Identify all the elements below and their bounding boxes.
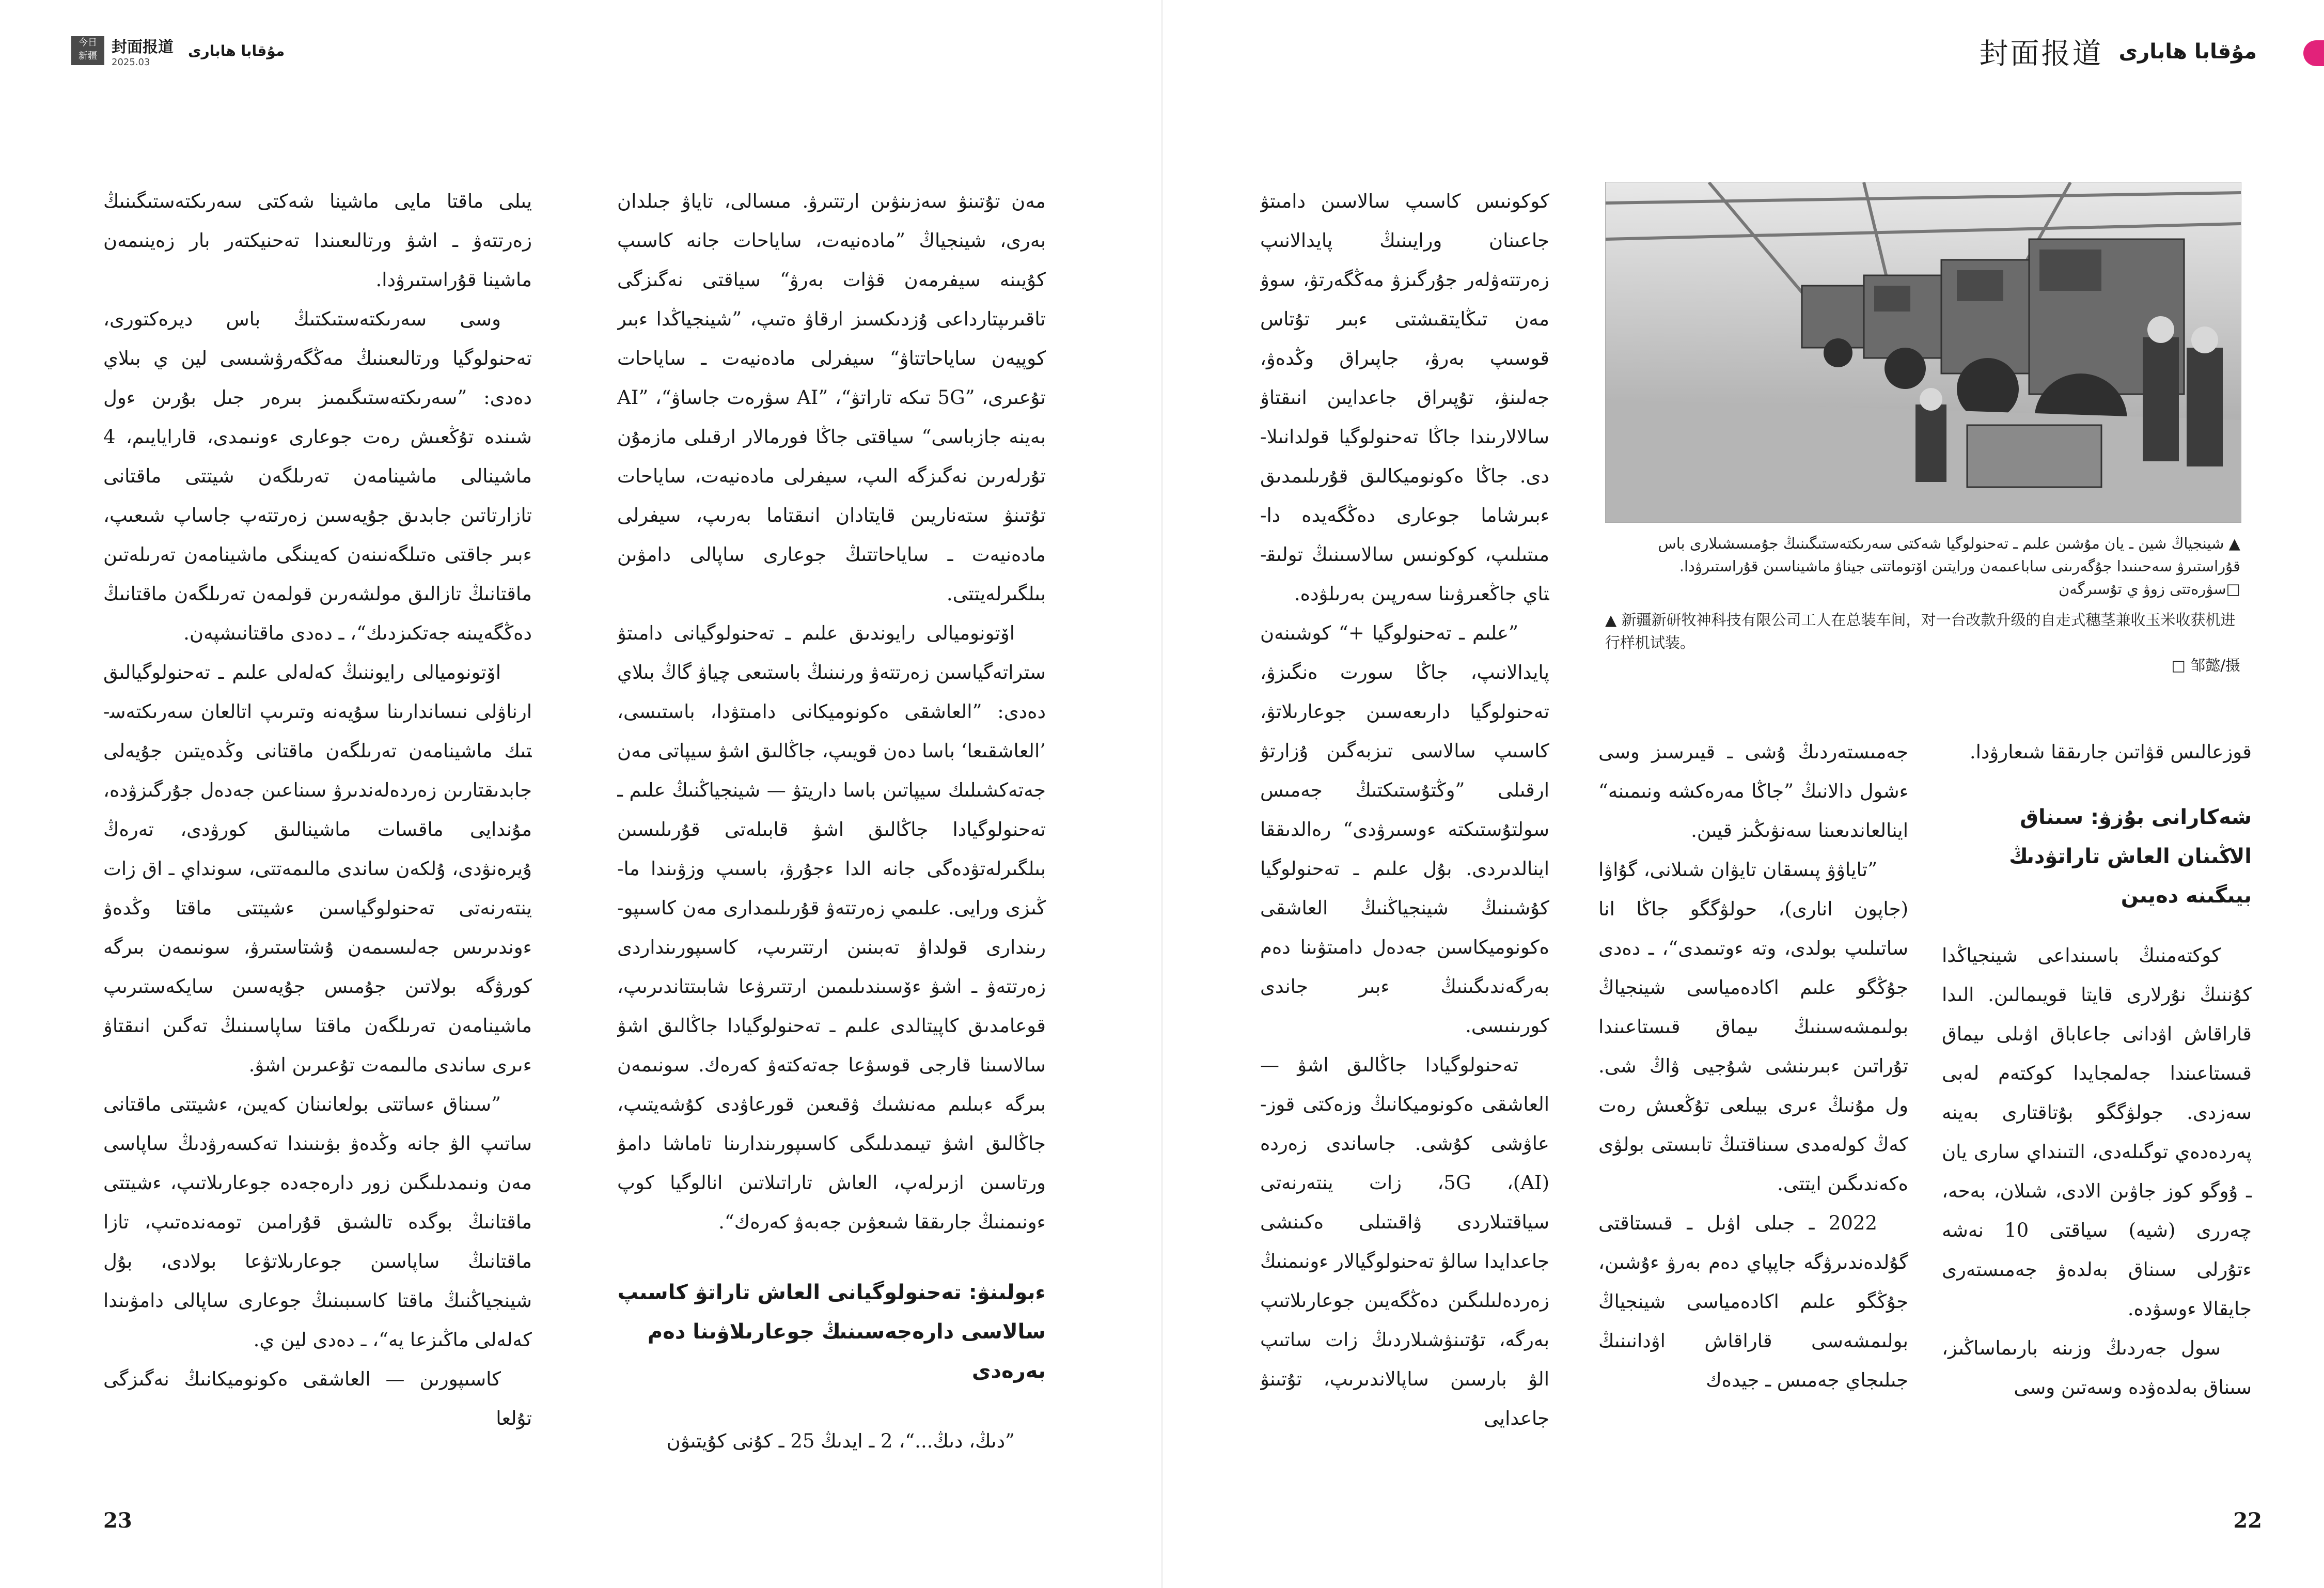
paragraph: جەمىستەردىڭ ۇشى ـ قيىرسىز وسى ءشول دالانىڭ ”جاڭا مەرەكشە ونىمىنە“ اينالعاندىعىنا سەنۋىڭىز قيىن. <box>1598 741 1908 842</box>
logo-line: 今日 <box>78 37 97 48</box>
text-column-5 <box>1598 733 1908 1400</box>
page-number-right: 22 <box>2233 1508 2262 1533</box>
paragraph: قوزعالىس قۋاتىن جارىققا شىعارۋدا. <box>1969 741 2252 763</box>
section-name: 封面报道 <box>112 38 174 56</box>
text-column-2 <box>617 182 1046 1461</box>
text-column-1 <box>1260 182 1549 1438</box>
text-column-3 <box>103 182 532 1438</box>
paragraph: يىلى ماقتا مايى ماشينا شەكتى سەرىكتەستىگىنىڭ زەرتتەۋ ـ اشۋ ورتالىعىندا تەحنيكتەر بار زەينىمەن ماشينا قۇراستىرۋدا. <box>103 190 532 291</box>
paragraph: كاسىپورىن — العاشقى ەكونوميكانىڭ نەگىزگى تۇلعا <box>103 1368 532 1429</box>
paragraph: سول جەردىڭ وزىنە بارىماساڭىز، سىناق بەلدەۋدە وسەتىن وسى <box>1942 1337 2252 1398</box>
paragraph: اۆتونوميالى رايوندىق علىم ـ تەحنولوگيانى دامىتۋ ستراتەگياسىن زەرتتەۋ ورنىنىڭ باستىعى چياۋ گاڭ بىلاي دەدى: ”العاشقى ەكونوميكانى دامىتۋدا، باستىسى، ’العاشقىعا‘ باسا دەن قويىپ، جاڭالىق اشۋ سيپاتى مەن جەتەكشىلىك سيپاتىن باسا داريتۋ — شينجياڭنىڭ علىم ـ تەحنولوگيادا جاڭالىق اشۋ قابىلەتى قۇرىلىسىن بىلگىرلەتۋدەگى جانە الدا ءجۇرۋ، باسىپ وزۋىندا ماڭىزى ورايى. علىمي زەرتتەۋ قۇرىلىمدارى مەن كاسىپورىندارى قولداۋ تەبىنىن ارتتىرىپ، كاسىپورىنداردى زەرتتەۋ ـ اشۋ ءۆسىندىلىمىن ارتتىرۋعا شابىتتاندىرىپ، قوعامدىق كاپيتالدى علىم ـ تەحنولوگيادا جاڭالىق اشۋ سالاسىنا قارجى قوسۋعا جەتەكتەۋ كەرەك. سونىمەن بىرگە ءبىلىم مەنشىك ۋقىعىن قورعاۋدى كۇشەيتىپ، جاڭالىق اشۋ تيىمدىلىگى كاسىپورىندارىنا تاماشا دامۋ ورتاسىن ازىرلەپ، العاش تاراتىلاتىن انالوگيا كوپ ءونىمنىڭ جارىققا شىعۋىن جەبەۋ كەرەك“. <box>617 622 1046 1233</box>
right-page-header <box>1980 31 2257 72</box>
logo-line: 新疆 <box>78 51 97 61</box>
paragraph: كوكونىس كاسىپ سالاسىن دامىتۋ جاعىنان ورايىنىڭ پايدالانىپ زەرتتەۋلەر جۇرگىزۋ مەڭگەرتۋ، سوۋ مەن تىڭايتقىشتى ءبىر تۇتاس قوسىپ بەرۋ، جاپىراق وڭدەۋ، جەلىنۋ، تۇپىراق جاعدايىن انىقتاۋ سالالارىندا جاڭا تەحنولوگيا قولدانىلادى. جاڭا ەكونوميكالىق قۇرىلىمدىق ءبىرشاما جوعارى دەڭگەيدە دامىتىلىپ، كوكونىس سالاسىنىڭ تولىقتاي جاڭعىرۋىنا سەرپىن بەرىلۋدە. <box>1260 190 1549 605</box>
paragraph: ”سىناق ءساتتى بولعانىنان كەيىن، ءشيتتى ماقتانى ساتىپ الۋ جانە وڭدەۋ بۋىنىندا تەكسەرۋدىڭ ساپاسى مەن ونىمدىلىگىن زور دارەجەدە جوعارىلاتىپ، ءشيتتى ماقتانىڭ بوگدە تالشىق قۇرامىن تومەندەتىپ، تازا ماقتانىڭ ساپاسىن جوعارىلاتۋعا بولادى، بۇل شينجياڭنىڭ ماقتا كاسىبىنىڭ جوعارى ساپالى دامۋىندا كەلەلى ماڭىزعا يە“، ـ دەدى لين ي. <box>103 1093 532 1351</box>
left-page-header <box>71 35 285 66</box>
section-subheading: ءبولىنۋ: تەحنولوگيانى العاش تاراتۋ كاسىپ سالاسى دارەجەسىنىڭ جوعارىلاۋىنا دەم بەرەدى <box>617 1281 1046 1383</box>
section-tab-marker <box>2303 40 2324 66</box>
text-column-4 <box>1942 733 2252 1407</box>
photo-caption <box>1605 532 2240 677</box>
paragraph: مەن تۇتىنۋ سەزىنۋىن ارتتىرۋ. مىسالى، تاياۋ جىلدان بەرى، شينجياڭ ”مادەنيەت، ساياحات جانە كاسىپ كۇيىنە سيفرمەن قۋات بەرۋ“ سياقتى نەگىزگى تاقىرىپتارداعى ۇزدىكسىز ارقاۋ ەتىپ، ”شينجياڭدا ءبىر كوپيەن ساياحاتتاۋ“ سيفرلى مادەنيەت ـ ساياحات تۇعىرى، ”5G تىكە تاراتۋ“، ”AI سۋرەت جاساۋ“، ”AI بەينە جازباسى“ سياقتى جاڭا فورمالار ارقىلى مازمۇن تۇرلەرىن نەگىزگە الىپ، سيفرلى مادەنيەت، ساياحات تۇتىنۋ ستەناريىن قايتادان انىقتاما بەرىپ، سيفرلى مادەنيەت ـ ساياحاتتىڭ جوعارى ساپالى دامۋىن بىلگىرلەيتتى. <box>617 190 1046 605</box>
factory-photo <box>1605 182 2241 523</box>
section-subheading: شەكارانى بۇزۋ: سىناق الاڭىنان العاش تاراتۋدىڭ بيىگىنە دەيىن <box>2009 805 2252 908</box>
paragraph: ”علىم ـ تەحنولوگيا +“ كوشىنەن پايدالانىپ، جاڭا سورت ەنگىزۋ، تەحنولوگيا دارىعەسىن جوعارىلاتۋ، كاسىپ سالاسى تىزبەگىن ۇزارتۋ ارقىلى ”وڭتۇستىكتىڭ جەمىس سولتۇستىكتە ءوسىرۋدى“ رەالدىققا اينالدىردى. بۇل علىم ـ تەحنولوگيا كۇشىنىڭ شينجياڭنىڭ العاشقى ەكونوميكاسىن جەدەل دامىتۋىنا دەم بەرگەندىگىنىڭ ءبىر جاندى كورىنىسى. <box>1260 622 1549 1037</box>
magazine-logo <box>71 36 104 65</box>
paragraph: كوكتەمنىڭ باسىنداعى شينجياڭدا كۇننىڭ نۇرلارى قايتا قويىمالىن. الىدا قاراقاش اۋدانى جاعاباق اۋىلى ىيماق قىستاعىندا جەلمجايدا كوكتەم لەبى سەزدى. جولۋگگو بۇتاقتارى بەينە پەردەدەي توگىلەدى، التىنداي سارى يان ـ ۇوگو كوز جاۋىن الادى، شىلان، بەحە، چەررى (شيە) سياقتى 10 نەشە ءتۇرلى سىناق بەلدەۋ جەمىستەرى جايقالا ءوسۋدە. <box>1942 944 2252 1320</box>
caption-credit-chinese: □ 邹懿/摄 <box>2171 657 2240 674</box>
issue-date: 2025.03 <box>112 56 150 68</box>
header-section-block <box>112 34 174 68</box>
paragraph: تەحنولوگيادا جاڭالىق اشۋ — العاشقى ەكونوميكانىڭ وزەكتى قوزعاۋشى كۇشى. جاساندى زەردە (AI)، 5G، زات ينتەرنەتى سياقتىلاردى ۋاقىتىلى ەكىنشى جاعدايدا سالۋ تەحنولوگيالار ءونىمنىڭ زەردەلىلىگىن دەڭگەيىن جوعارىلاتىپ بەرگە، تۇتىنۋشىلاردىڭ زات ساتىپ الۋ بارسىن ساپالاندىرىپ، تۇتىنۋ جاعدايى <box>1260 1054 1549 1429</box>
section-name: 封面报道 <box>1979 37 2103 71</box>
paragraph: ”تاياۋۋ پىسقان تايۋان شىلانى، گۇاۋا (جاپون انارى)، حولۋگگو جاڭا انا ساتىلىپ بولدى، وتە ءوتىمدى“، ـ دەدى جۇڭگو علىم اكادەمياسى شينجياڭ بولىمشەسىنىڭ ىيماق قىستاعىندا تۇراتىن ءبىرىنشى شۇجيى ۋاڭ شى. ول مۇنىڭ ءىرى بيىلعى تۇڭعىش رەت كەڭ كولەمدى سىناقتىڭ تابىستى بولۋى ەكەندىگىن ايتتى. <box>1598 859 1908 1195</box>
paragraph: 2022 ـ جىلى اۋىل ـ قىستاقتى گۇلدەندىرۋگە جاپپاي دەم بەرۋ ءۇشىن، جۇڭگو علىم اكادەمياسى شينجياڭ بولىمشەسى قاراقاش اۋدانىنىڭ جىلىجاي جەمىس ـ جيدەك <box>1598 1212 1908 1391</box>
paragraph: اۆتونوميالى رايوننىڭ كەلەلى علىم ـ تەحنولوگيالىق ارناۋلى نىساندارىنا سۇيەنە وتىرىپ اتالعان سەرىكتەستىك ماشينامەن تەرىلگەن ماقتانى وڭدەيتىن جۇيەلى جابدىقتارىن زەردەلەندىرۋ سىناعىن جەدەل جۇرگىزۋدە، مۇندايى ماقسات ماشينالىق كورۋدى، تەرەڭ ۇيرەنۋدى، ۇلكەن ساندى مالىمەتتى، سونداي ـ اق زات ينتەرنەتى تەحنولوگياسىن ءشيتتى ماقتا وڭدەۋ ءوندىرىس جەلىسىمەن ۇشتاستىرۋ، سونىمەن بىرگە كورۋگە بولاتىن جۇمىس جۇيەسىن سايكەستىرىپ ماشينامەن تەرىلگەن ماقتا ساپاسىنىڭ تەگىن انىقتاۋ ءىرى ساندى مالىمەت تۇعىرىن اشۋ. <box>103 661 532 1076</box>
caption-chinese: ▲ 新疆新研牧神科技有限公司工人在总装车间，对一台改款升级的自走式穗茎兼收玉米收获机进行样机试装。 <box>1605 611 2236 651</box>
paragraph: ”دىڭ، دىڭ...“، 2 ـ ايدىڭ 25 ـ كۇنى كۇيتىۋن <box>666 1430 1015 1452</box>
paragraph: وسى سەرىكتەستىكتىڭ باس ديرەكتورى، تەحنولوگيا ورتالىعىنىڭ مەڭگەرۋشىسى لين ي بىلاي دەدى: ”سەرىكتەستىگىمىز بىرەر جىل بۇرىن ءول شىندە تۇڭعىش رەت جوعارى ءونىمدى، قارايايىم، 4 ماشينالى ماشينامەن تەرىلگەن شيتتى ماقتانى تازارتاتىن جابدىق جۇيەسىن زەرتتەپ جاساپ شىعىپ، ءبىر جاقتى ەتىلگەنىنەن كەيىنگى ماشينامەن تەرىلەتىن ماقتانىڭ تازالىق مولشەرىن قولمەن تەرىلگەن ماقتانىڭ دەڭگەيىنە جەتكىزدىك“، ـ دەدى ماقتانىشپەن. <box>103 308 532 644</box>
page-number-left: 23 <box>103 1508 132 1533</box>
harvester-assembly-image <box>1606 182 2241 522</box>
issue-title: مۇقابا ھاباری <box>2118 40 2257 64</box>
issue-title: مۇقابا ھابارى <box>188 42 285 59</box>
caption-kazakh: ▲ شينجياڭ شين ـ يان مۇشىن علىم ـ تەحنولوگيا شەكتى سەرىكتەستىگىنىڭ جۇمىسشىلارى باس قۇراستىرۋ سەحىنىدا جۇگەرىنى ساباعىمەن ورايتىن اۆتوماتتى جيناۋ ماشيناسىن قۇراستىرۋدا. <box>1658 535 2240 575</box>
caption-credit-kazakh: □سۋرەتتى زوۋ ي تۇسىرگەن <box>2059 580 2240 598</box>
